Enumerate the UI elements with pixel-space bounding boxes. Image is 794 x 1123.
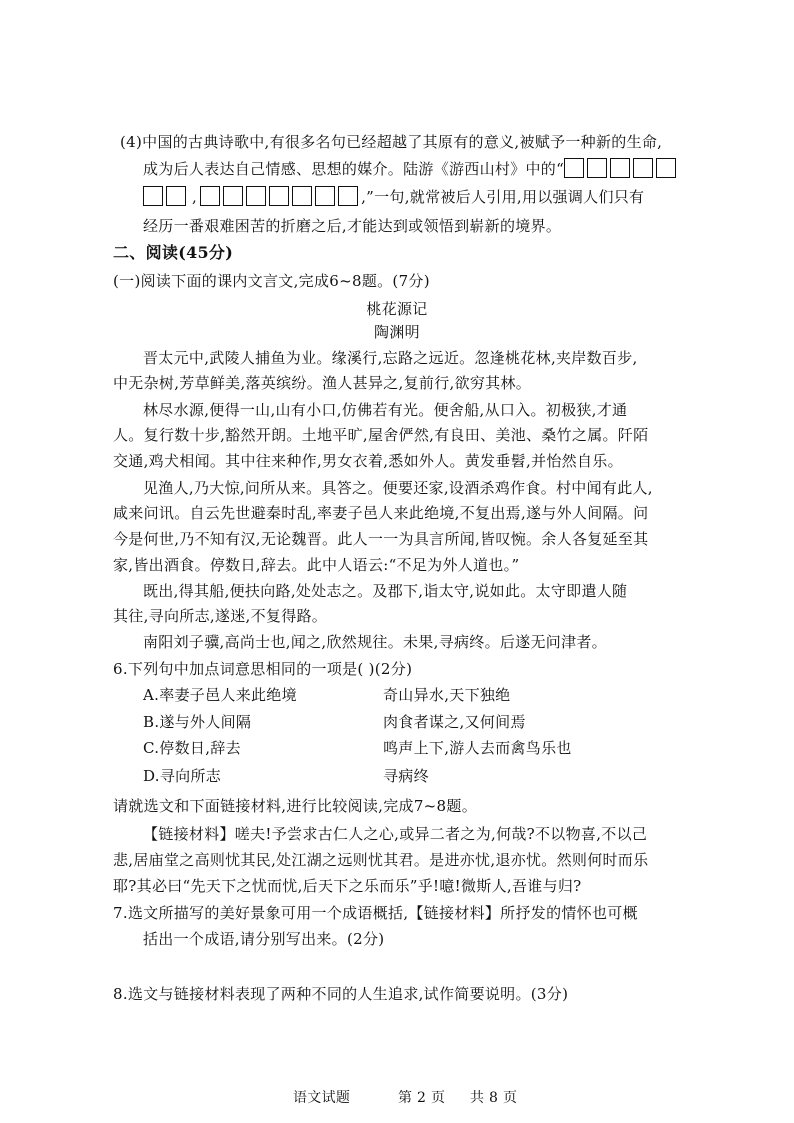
q4-text-4: 经历一番艰难困苦的折磨之后,才能达到或领悟到崭新的境界。 (143, 217, 562, 235)
passage-line: 咸来问讯。自云先世避秦时乱,率妻子邑人来此绝境,不复出焉,遂与外人间隔。问 (113, 504, 649, 522)
passage-line: 见渔人,乃大惊,问所从来。具答之。便要还家,设酒杀鸡作食。村中闻有此人, (143, 479, 653, 497)
section-title: 二、阅读(45分) (113, 243, 234, 262)
q6-option-b-right: 肉食者谋之,又何间焉 (383, 713, 526, 731)
q6-option-b-left: B.遂与外人间隔 (143, 713, 252, 731)
subsection-title: (一)阅读下面的课内文言文,完成6~8题。(7分) (113, 272, 430, 290)
q4-line4 (143, 215, 561, 237)
footer-page: 第 2 页 (398, 1090, 446, 1106)
link-material-line: 【链接材料】嗟夫!予尝求古仁人之心,或异二者之为,何哉?不以物喜,不以己 (143, 825, 648, 843)
link-material-line: 悲,居庙堂之高则忧其民,处江湖之远则忧其君。是进亦忧,退亦忧。然则何时而乐 (113, 851, 649, 869)
q7-line: 7.选文所描写的美好景象可用一个成语概括,【链接材料】所抒发的情怀也可概 (113, 904, 638, 922)
answer-box[interactable] (269, 186, 289, 206)
answer-box[interactable] (656, 158, 676, 178)
passage-line: 今是何世,乃不知有汉,无论魏晋。此人一一为具言所闻,皆叹惋。余人各复延至其 (113, 530, 649, 548)
q6-option-d-right: 寻病终 (383, 767, 429, 785)
answer-box[interactable] (338, 186, 358, 206)
answer-box[interactable] (315, 186, 335, 206)
passage-title: 桃花源记 (366, 300, 428, 318)
q4-text-3: ,”一句,就常被后人引用,用以强调人们只有 (361, 188, 645, 206)
q6-option-c-right: 鸣声上下,游人去而禽鸟乐也 (383, 739, 572, 757)
answer-box[interactable] (292, 186, 312, 206)
q6-stem: 6.下列句中加点词意思相同的一项是( )(2分) (113, 660, 413, 678)
passage-line: 林尽水源,便得一山,山有小口,仿佛若有光。便舍船,从口入。初极狭,才通 (143, 401, 628, 419)
q4-line1 (120, 131, 662, 153)
passage-line: 中无杂树,芳草鲜美,落英缤纷。渔人甚异之,复前行,欲穷其林。 (113, 374, 532, 392)
passage-line: 既出,得其船,便扶向路,处处志之。及郡下,诣太守,说如此。太守即遣人随 (143, 582, 628, 600)
q8: 8.选文与链接材料表现了两种不同的人生追求,试作简要说明。(3分) (113, 985, 569, 1003)
answer-box[interactable] (246, 186, 266, 206)
q6-option-a-left: A.率妻子邑人来此绝境 (143, 686, 297, 704)
passage-line: 交通,鸡犬相闻。其中往来种作,男女衣着,悉如外人。黄发垂髫,并怡然自乐。 (113, 452, 623, 470)
footer-total: 共 8 页 (470, 1090, 518, 1106)
answer-box[interactable] (143, 186, 163, 206)
q6-option-d-left: D.寻向所志 (143, 767, 222, 785)
passage-line: 南阳刘子骥,高尚士也,闻之,欣然规往。未果,寻病终。后遂无问津者。 (143, 633, 607, 651)
q6-option-a-right: 奇山异水,天下独绝 (383, 686, 511, 704)
link-material-line: 耶?其必曰“先天下之忧而忧,后天下之乐而乐”乎!噫!微斯人,吾谁与归? (113, 877, 582, 895)
passage-author: 陶渊明 (374, 323, 420, 341)
answer-box[interactable] (564, 158, 584, 178)
answer-box[interactable] (633, 158, 653, 178)
answer-boxes-row1[interactable] (564, 158, 679, 180)
q7-line: 括出一个成语,请分别写出来。(2分) (143, 930, 385, 948)
passage-line: 人。复行数十步,豁然开朗。土地平旷,屋舍俨然,有良田、美池、桑竹之属。阡陌 (113, 426, 649, 444)
q4-line2 (143, 158, 679, 180)
q4-text-1: (4)中国的古典诗歌中,有很多名句已经超越了其原有的意义,被赋予一种新的生命, (120, 133, 663, 151)
answer-box[interactable] (200, 186, 220, 206)
q4-text-2: 成为后人表达自己情感、思想的媒介。陆游《游西山村》中的“ (143, 160, 565, 178)
q4-line3: , ,”一句,就常被后人引用,用以强调人们只有 (143, 186, 644, 208)
answer-box[interactable] (223, 186, 243, 206)
q6-option-c-left: C.停数日,辞去 (143, 739, 241, 757)
answer-box[interactable] (610, 158, 630, 178)
footer-subject: 语文试题 (293, 1090, 351, 1106)
answer-box[interactable] (166, 186, 186, 206)
passage-line: 晋太元中,武陵人捕鱼为业。缘溪行,忘路之远近。忽逢桃花林,夹岸数百步, (143, 349, 638, 367)
answer-box[interactable] (587, 158, 607, 178)
passage-line: 其往,寻向所志,遂迷,不复得路。 (113, 607, 328, 625)
answer-boxes-row2a[interactable] (143, 186, 189, 208)
passage-line: 家,皆出酒食。停数日,辞去。此中人语云:“不足为外人道也。” (113, 556, 520, 574)
answer-boxes-row2b[interactable] (200, 186, 361, 208)
compare-intro: 请就选文和下面链接材料,进行比较阅读,完成7~8题。 (113, 797, 477, 815)
